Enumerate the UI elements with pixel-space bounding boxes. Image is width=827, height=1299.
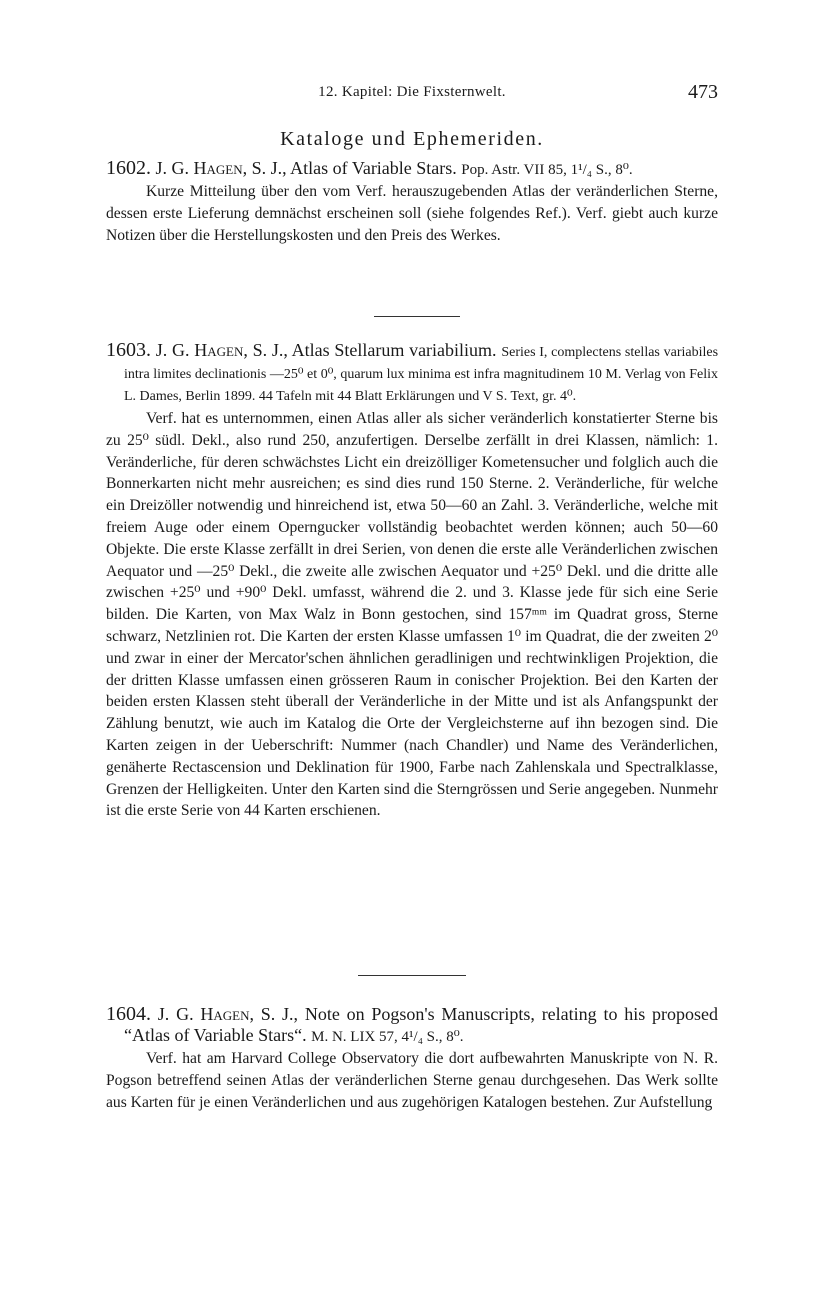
entry-body: Kurze Mitteilung über den vom Verf. herauszugebenden Atlas der veränderlichen Sterne, dessen erste Lieferung demnächst erscheinen soll (siehe folgendes Ref.). Verf. giebt auch kurze Notizen über die Herstellungskosten und den Preis des Werkes.: [106, 183, 718, 244]
entry-heading: [106, 340, 718, 406]
entry-number: 1603.: [106, 339, 151, 361]
entry-number: 1604.: [106, 1003, 151, 1025]
entry-1602: [106, 158, 718, 246]
entry-title: Atlas of Variable Stars.: [290, 158, 457, 178]
author-surname: Hagen: [193, 158, 243, 178]
author-initials: J. G.: [155, 158, 190, 178]
separator-rule: [358, 975, 466, 976]
entry-heading: [106, 1004, 718, 1046]
entry-reference: Series I, complectens stellas variabiles intra limites declinationis —25⁰ et 0⁰, quarum lux minima est infra magnitudinem 10 M. Verlag von Felix L. Dames, Berlin 1899. 44 Tafeln mit 44 Blatt Erklärungen und V S. Text, gr. 4⁰.: [124, 345, 719, 404]
author-suffix: , S. J.,: [243, 340, 288, 360]
entry-1603: [106, 340, 718, 822]
separator-rule: [374, 316, 460, 317]
entry-title: Atlas Stellarum variabilium.: [291, 340, 497, 360]
entry-1604: [106, 1004, 718, 1113]
entry-reference: M. N. LIX 57, 4¹/₄ S., 8⁰.: [311, 1029, 464, 1045]
entry-body: Verf. hat am Harvard College Observatory die dort aufbewahrten Manuskripte von N. R. Pogson betreffend seinen Atlas der veränderlichen Sterne genau durchgesehen. Das Werk sollte aus Karten für je einen Veränderlichen und aus zugehörigen Katalogen bestehen. Zur Aufstellung: [106, 1050, 718, 1111]
entry-heading: [106, 158, 718, 179]
author-suffix: , S. J.,: [249, 1004, 299, 1024]
author-surname: Hagen: [200, 1004, 250, 1024]
author-initials: J. G.: [155, 340, 190, 360]
author-initials: J. G.: [157, 1004, 194, 1024]
entry-title: Note on Pogson's Manuscripts, relating to his proposed “Atlas of Variable Stars“.: [124, 1004, 719, 1045]
author-surname: Hagen: [194, 340, 244, 360]
page-number: 473: [688, 81, 718, 103]
author-suffix: , S. J.,: [242, 158, 287, 178]
running-head: [106, 81, 718, 110]
chapter-heading: 12. Kapitel: Die Fixsternwelt.: [318, 84, 506, 100]
entry-reference: Pop. Astr. VII 85, 1¹/₄ S., 8⁰.: [461, 162, 633, 178]
entry-number: 1602.: [106, 157, 151, 179]
section-title: Kataloge und Ephemeriden.: [280, 128, 544, 150]
entry-body: Verf. hat es unternommen, einen Atlas aller als sicher veränderlich konstatierter Sterne bis zu 25⁰ südl. Dekl., also rund 250, anzufertigen. Derselbe zerfällt in drei Klassen, nämlich: 1. Veränderliche, für deren schwächstes Licht ein dreizölliger Kometensucher und folglich auch die Bonnerkarten nicht mehr ausreichen; es sind dies rund 150 Sterne. 2. Veränderliche, für welche ein Dreizöller notwendig und hinreichend ist, etwa 50—60 an Zahl. 3. Veränderliche, welche mit freiem Auge oder einem Operngucker vollständig beobachtet werden können; auch 50—60 Objekte. Die erste Klasse zerfällt in drei Serien, von denen die erste alle Veränderlichen zwischen Aequator und —25⁰ Dekl., die zweite alle zwischen Aequator und +25⁰ Dekl. und die dritte alle zwischen +25⁰ und +90⁰ Dekl. umfasst, während die 2. und 3. Klasse jede für sich eine Serie bilden. Die Karten, von Max Walz in Bonn gestochen, sind 157ᵐᵐ im Quadrat gross, Sterne schwarz, Netzlinien rot. Die Karten der ersten Klasse umfassen 1⁰ im Quadrat, die der zweiten 2⁰ und zwar in einer der Mercator'schen ähnlichen geradlinigen und rechtwinkligen Projektion, die der dritten Klasse umfassen einen grösseren Raum in conischer Projektion. Bei den Karten der beiden ersten Klassen steht überall der Veränderliche in der Mitte und ist als Anfangspunkt der Zählung benutzt, wie auch im Katalog die Orte der Vergleichsterne auf ihn bezogen sind. Die Karten zeigen in der Ueberschrift: Nummer (nach Chandler) und Name des Veränderlichen, genäherte Rectascension und Deklination für 1900, Farbe nach Zahlenskala und Spectralklasse, Grenzen der Helligkeiten. Unter den Karten sind die Sterngrössen und Serie angegeben. Nunmehr ist die erste Serie von 44 Karten erschienen.: [106, 410, 718, 820]
